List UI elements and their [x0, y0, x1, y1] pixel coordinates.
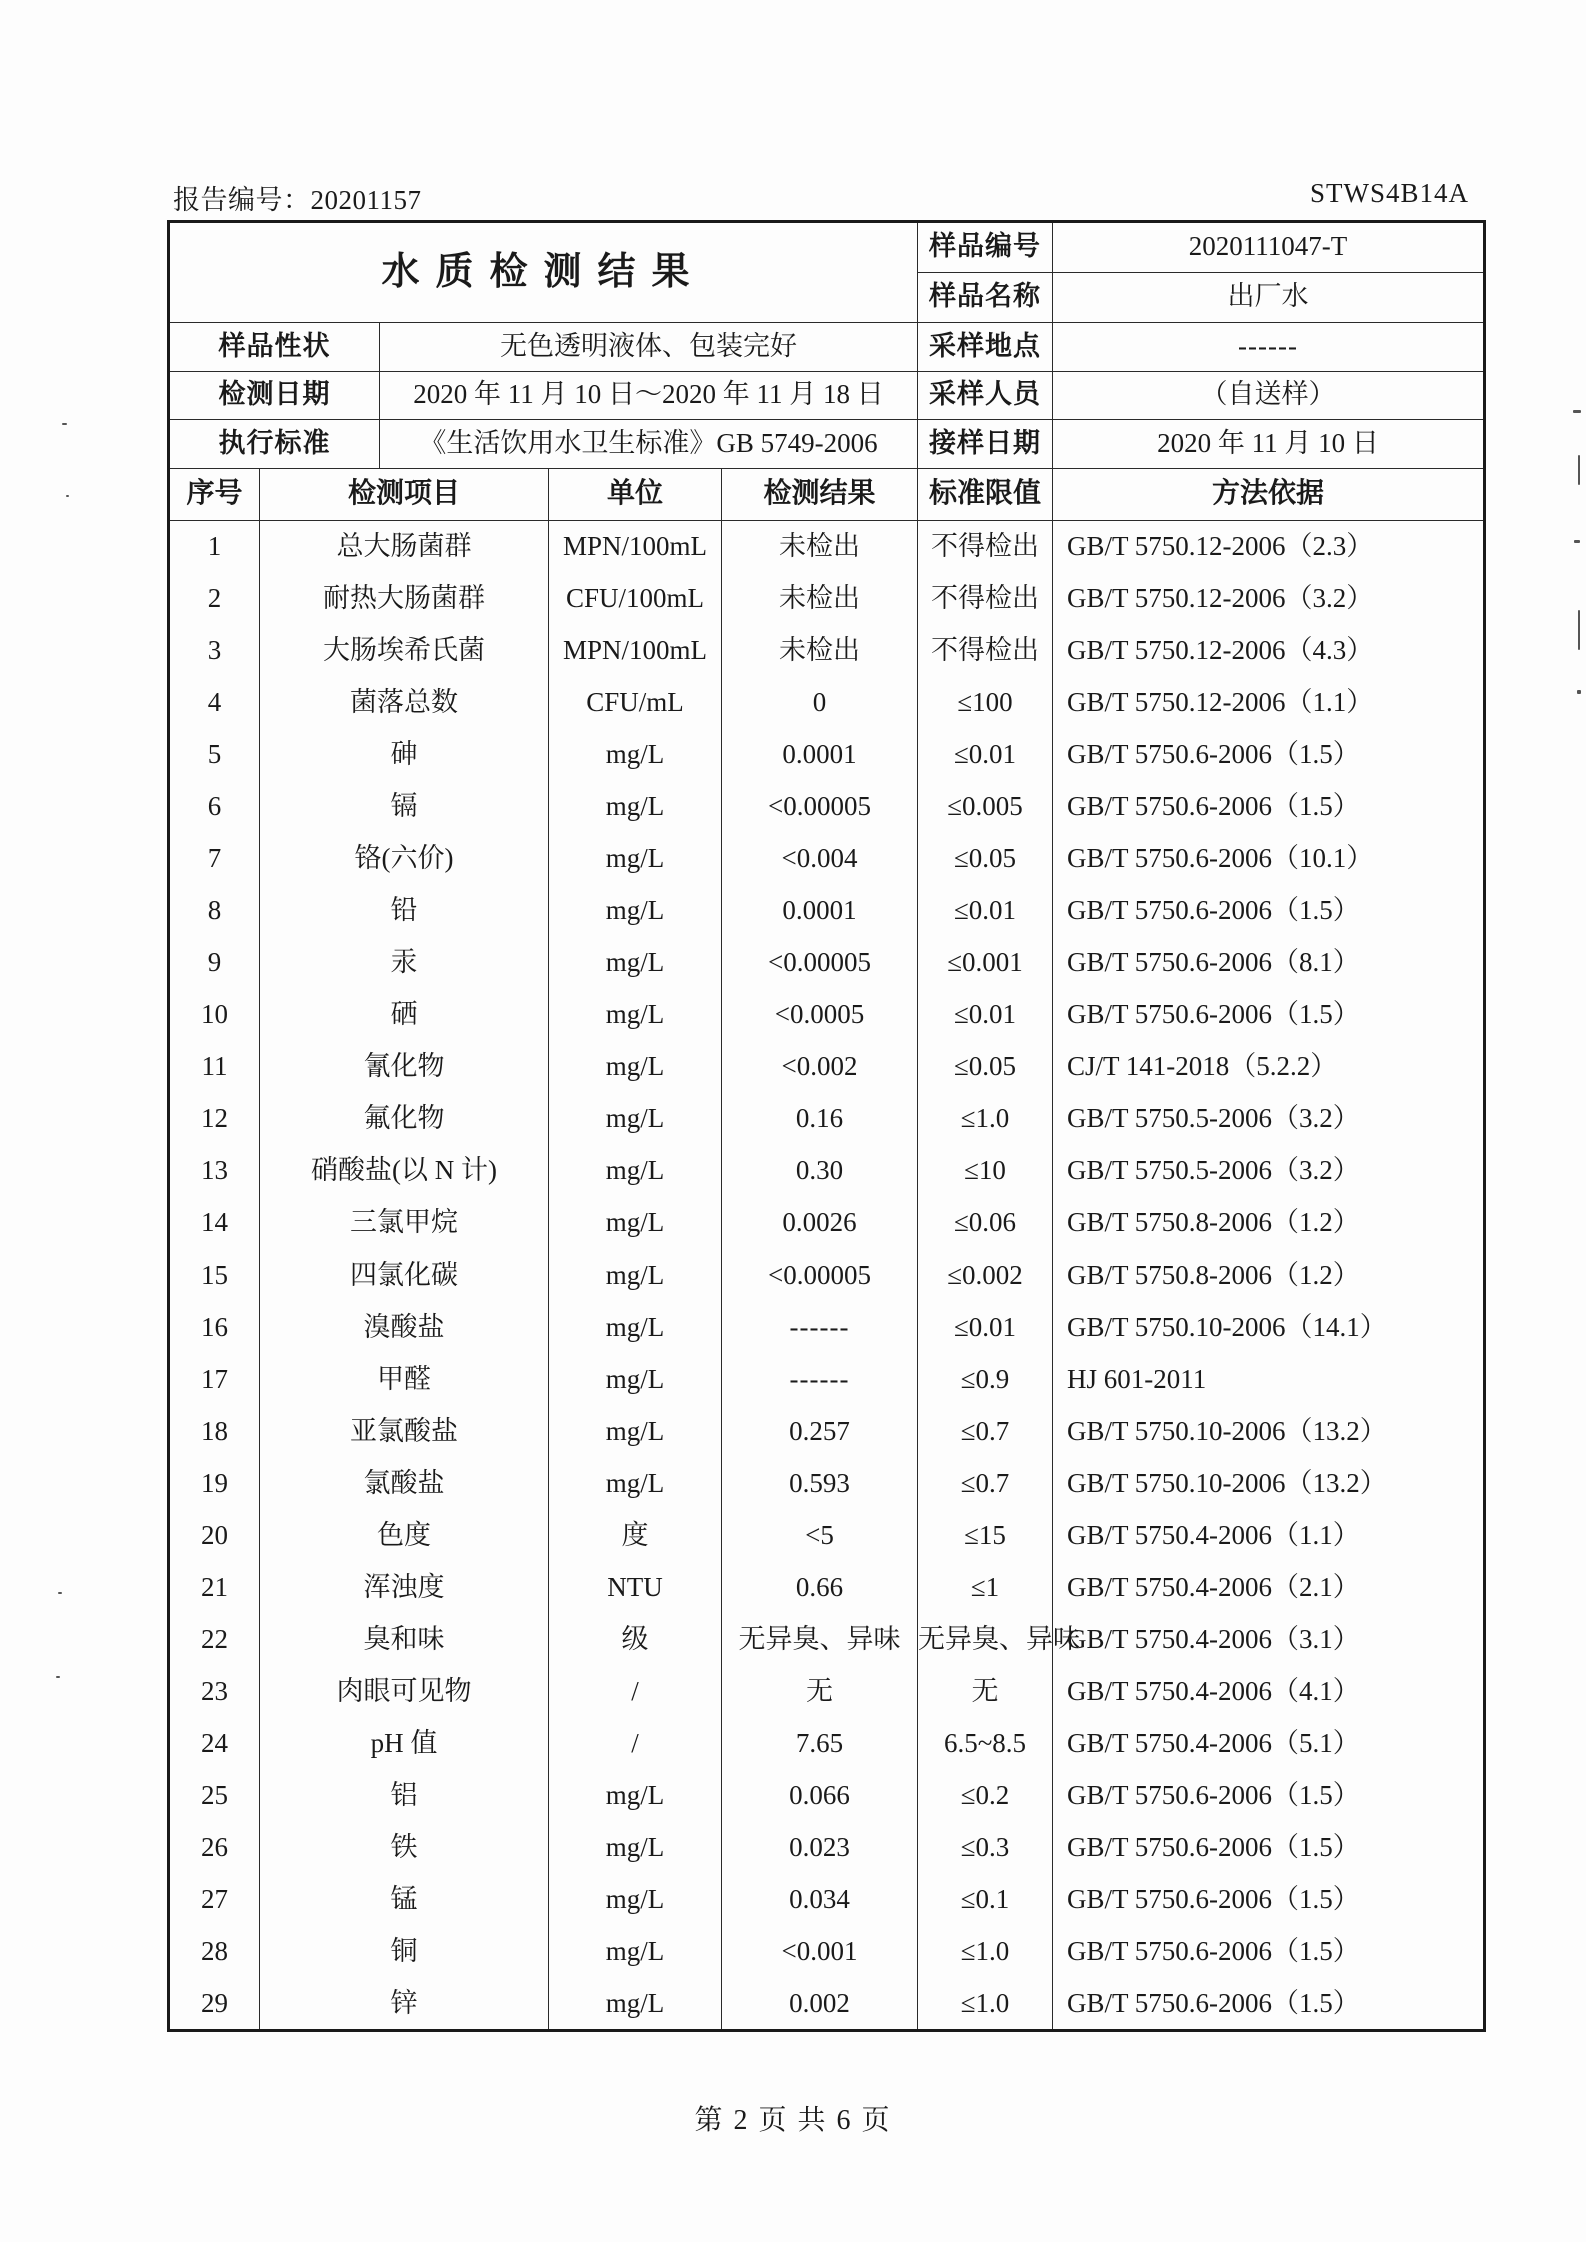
cell-item: 菌落总数: [260, 677, 549, 729]
cell-unit: 度: [549, 1510, 722, 1562]
cell-unit: mg/L: [549, 781, 722, 833]
cell-item: 大肠埃希氏菌: [260, 625, 549, 677]
cell-result: 0.30: [722, 1145, 918, 1197]
cell-no: 6: [169, 781, 260, 833]
cell-item: 砷: [260, 729, 549, 781]
cell-method: GB/T 5750.12-2006（1.1）: [1053, 677, 1485, 729]
cell-limit: 不得检出: [918, 521, 1053, 573]
table-body: [169, 222, 1485, 2031]
cell-item: 铜: [260, 1926, 549, 1978]
cell-method: GB/T 5750.6-2006（1.5）: [1053, 781, 1485, 833]
table-row: [169, 573, 1485, 625]
cell-unit: mg/L: [549, 1926, 722, 1978]
table-row: [169, 1041, 1485, 1093]
cell-result: 0.593: [722, 1458, 918, 1510]
cell-no: 15: [169, 1249, 260, 1301]
table-row: [169, 1353, 1485, 1405]
results-table: [167, 220, 1486, 2032]
cell-result: <0.00005: [722, 937, 918, 989]
cell-limit: 无异臭、异味: [918, 1614, 1053, 1666]
cell-item: 色度: [260, 1510, 549, 1562]
cell-unit: mg/L: [549, 1197, 722, 1249]
scan-mark: [1573, 410, 1581, 413]
cell-limit: ≤1.0: [918, 1926, 1053, 1978]
cell-unit: mg/L: [549, 1770, 722, 1822]
scan-mark: [58, 1592, 62, 1594]
table-row: [169, 885, 1485, 937]
cell-unit: mg/L: [549, 937, 722, 989]
sample-no-value: 2020111047-T: [1053, 222, 1485, 273]
cell-method: GB/T 5750.10-2006（13.2）: [1053, 1405, 1485, 1457]
cell-limit: ≤1.0: [918, 1093, 1053, 1145]
cell-limit: ≤0.7: [918, 1458, 1053, 1510]
cell-method: GB/T 5750.4-2006（2.1）: [1053, 1562, 1485, 1614]
cell-no: 3: [169, 625, 260, 677]
cell-item: 铬(六价): [260, 833, 549, 885]
table-row: [169, 1770, 1485, 1822]
cell-item: 锌: [260, 1978, 549, 2031]
cell-unit: /: [549, 1666, 722, 1718]
table-row: [169, 1301, 1485, 1353]
sample-name-value: 出厂水: [1053, 272, 1485, 323]
cell-method: GB/T 5750.6-2006（1.5）: [1053, 1978, 1485, 2031]
cell-unit: mg/L: [549, 1978, 722, 2031]
sampler-label: 采样人员: [918, 371, 1053, 420]
table-row: [169, 1614, 1485, 1666]
scan-mark: [66, 495, 69, 497]
cell-result: 0.023: [722, 1822, 918, 1874]
cell-no: 5: [169, 729, 260, 781]
table-row: [169, 1145, 1485, 1197]
cell-result: 0.0001: [722, 885, 918, 937]
cell-unit: mg/L: [549, 833, 722, 885]
scan-mark: [1574, 540, 1580, 543]
cell-item: 甲醛: [260, 1353, 549, 1405]
cell-item: 铅: [260, 885, 549, 937]
cell-unit: mg/L: [549, 1822, 722, 1874]
cell-result: 未检出: [722, 521, 918, 573]
sample-name-label: 样品名称: [918, 272, 1053, 323]
cell-method: GB/T 5750.12-2006（2.3）: [1053, 521, 1485, 573]
cell-method: GB/T 5750.12-2006（3.2）: [1053, 573, 1485, 625]
cell-no: 23: [169, 1666, 260, 1718]
cell-no: 17: [169, 1353, 260, 1405]
cell-unit: /: [549, 1718, 722, 1770]
cell-limit: ≤0.05: [918, 833, 1053, 885]
table-row: [169, 1718, 1485, 1770]
cell-unit: mg/L: [549, 885, 722, 937]
receive-date-label: 接样日期: [918, 420, 1053, 469]
cell-no: 7: [169, 833, 260, 885]
cell-no: 9: [169, 937, 260, 989]
table-row: [169, 833, 1485, 885]
cell-limit: ≤0.06: [918, 1197, 1053, 1249]
table-row: [169, 1666, 1485, 1718]
cell-result: 无: [722, 1666, 918, 1718]
site-value: ------: [1053, 323, 1485, 372]
cell-result: 0.257: [722, 1405, 918, 1457]
cell-limit: ≤0.002: [918, 1249, 1053, 1301]
cell-limit: ≤100: [918, 677, 1053, 729]
property-value: 无色透明液体、包装完好: [380, 323, 918, 372]
cell-item: 耐热大肠菌群: [260, 573, 549, 625]
cell-result: 无异臭、异味: [722, 1614, 918, 1666]
header-row-5: [169, 420, 1485, 469]
table-row: [169, 1510, 1485, 1562]
col-header-no: 序号: [169, 468, 260, 521]
cell-no: 4: [169, 677, 260, 729]
cell-no: 1: [169, 521, 260, 573]
table-row: [169, 1458, 1485, 1510]
cell-limit: ≤0.05: [918, 1041, 1053, 1093]
cell-no: 20: [169, 1510, 260, 1562]
cell-method: GB/T 5750.6-2006（1.5）: [1053, 1822, 1485, 1874]
cell-no: 24: [169, 1718, 260, 1770]
cell-no: 21: [169, 1562, 260, 1614]
test-date-value: 2020 年 11 月 10 日～2020 年 11 月 18 日: [380, 371, 918, 420]
scan-mark: [62, 423, 67, 425]
cell-unit: mg/L: [549, 1353, 722, 1405]
report-title: 水质检测结果: [169, 222, 918, 323]
cell-result: <0.004: [722, 833, 918, 885]
table-row: [169, 625, 1485, 677]
receive-date-value: 2020 年 11 月 10 日: [1053, 420, 1485, 469]
cell-item: 肉眼可见物: [260, 1666, 549, 1718]
cell-item: 亚氯酸盐: [260, 1405, 549, 1457]
cell-item: 铁: [260, 1822, 549, 1874]
cell-method: HJ 601-2011: [1053, 1353, 1485, 1405]
cell-no: 12: [169, 1093, 260, 1145]
cell-item: 氰化物: [260, 1041, 549, 1093]
table-row: [169, 729, 1485, 781]
table-row: [169, 937, 1485, 989]
property-label: 样品性状: [169, 323, 380, 372]
cell-unit: mg/L: [549, 1874, 722, 1926]
table-row: [169, 1249, 1485, 1301]
cell-unit: mg/L: [549, 729, 722, 781]
cell-no: 26: [169, 1822, 260, 1874]
cell-unit: mg/L: [549, 1041, 722, 1093]
sampler-value: （自送样）: [1053, 371, 1485, 420]
cell-result: <0.00005: [722, 1249, 918, 1301]
cell-method: GB/T 5750.6-2006（10.1）: [1053, 833, 1485, 885]
scan-mark: [56, 1676, 60, 1678]
table-row: [169, 1562, 1485, 1614]
col-header-limit: 标准限值: [918, 468, 1053, 521]
cell-limit: ≤0.01: [918, 729, 1053, 781]
cell-method: GB/T 5750.4-2006（3.1）: [1053, 1614, 1485, 1666]
cell-limit: ≤1: [918, 1562, 1053, 1614]
cell-no: 11: [169, 1041, 260, 1093]
cell-limit: ≤0.2: [918, 1770, 1053, 1822]
cell-no: 25: [169, 1770, 260, 1822]
cell-no: 18: [169, 1405, 260, 1457]
table-row: [169, 521, 1485, 573]
cell-limit: ≤15: [918, 1510, 1053, 1562]
header-row-3: [169, 323, 1485, 372]
cell-result: <5: [722, 1510, 918, 1562]
header-row-4: [169, 371, 1485, 420]
table-row: [169, 781, 1485, 833]
cell-limit: 不得检出: [918, 625, 1053, 677]
cell-result: 未检出: [722, 573, 918, 625]
cell-result: 0.066: [722, 1770, 918, 1822]
cell-limit: ≤0.01: [918, 989, 1053, 1041]
cell-method: GB/T 5750.12-2006（4.3）: [1053, 625, 1485, 677]
report-number: 报告编号：20201157: [173, 185, 422, 215]
cell-method: GB/T 5750.6-2006（1.5）: [1053, 885, 1485, 937]
cell-item: 三氯甲烷: [260, 1197, 549, 1249]
cell-item: 氯酸盐: [260, 1458, 549, 1510]
cell-result: <0.00005: [722, 781, 918, 833]
cell-result: <0.002: [722, 1041, 918, 1093]
cell-limit: ≤0.7: [918, 1405, 1053, 1457]
cell-item: 浑浊度: [260, 1562, 549, 1614]
cell-item: pH 值: [260, 1718, 549, 1770]
cell-method: GB/T 5750.4-2006（4.1）: [1053, 1666, 1485, 1718]
cell-unit: MPN/100mL: [549, 625, 722, 677]
cell-unit: mg/L: [549, 1405, 722, 1457]
table-row: [169, 1926, 1485, 1978]
cell-no: 13: [169, 1145, 260, 1197]
cell-no: 2: [169, 573, 260, 625]
site-label: 采样地点: [918, 323, 1053, 372]
col-header-method: 方法依据: [1053, 468, 1485, 521]
cell-method: GB/T 5750.8-2006（1.2）: [1053, 1197, 1485, 1249]
scan-mark: [1578, 610, 1580, 650]
cell-method: GB/T 5750.6-2006（1.5）: [1053, 989, 1485, 1041]
cell-unit: mg/L: [549, 989, 722, 1041]
cell-limit: ≤0.01: [918, 1301, 1053, 1353]
cell-method: CJ/T 141-2018（5.2.2）: [1053, 1041, 1485, 1093]
cell-unit: mg/L: [549, 1249, 722, 1301]
cell-limit: 无: [918, 1666, 1053, 1718]
cell-limit: ≤1.0: [918, 1978, 1053, 2031]
cell-result: ------: [722, 1301, 918, 1353]
col-header-unit: 单位: [549, 468, 722, 521]
cell-result: 未检出: [722, 625, 918, 677]
cell-method: GB/T 5750.6-2006（8.1）: [1053, 937, 1485, 989]
cell-limit: ≤0.001: [918, 937, 1053, 989]
table-row: [169, 1197, 1485, 1249]
cell-no: 16: [169, 1301, 260, 1353]
cell-method: GB/T 5750.6-2006（1.5）: [1053, 1770, 1485, 1822]
scan-mark: [1578, 455, 1580, 485]
cell-result: <0.0005: [722, 989, 918, 1041]
scan-mark: [1577, 690, 1581, 694]
cell-method: GB/T 5750.4-2006（5.1）: [1053, 1718, 1485, 1770]
cell-no: 19: [169, 1458, 260, 1510]
cell-unit: mg/L: [549, 1301, 722, 1353]
cell-result: 0.16: [722, 1093, 918, 1145]
cell-unit: mg/L: [549, 1145, 722, 1197]
cell-item: 铝: [260, 1770, 549, 1822]
table-row: [169, 989, 1485, 1041]
cell-item: 臭和味: [260, 1614, 549, 1666]
standard-value: 《生活饮用水卫生标准》GB 5749-2006: [380, 420, 918, 469]
table-row: [169, 1978, 1485, 2031]
cell-method: GB/T 5750.6-2006（1.5）: [1053, 729, 1485, 781]
cell-unit: CFU/100mL: [549, 573, 722, 625]
standard-label: 执行标准: [169, 420, 380, 469]
cell-limit: ≤0.01: [918, 885, 1053, 937]
cell-result: 0.66: [722, 1562, 918, 1614]
cell-item: 汞: [260, 937, 549, 989]
cell-result: <0.001: [722, 1926, 918, 1978]
cell-result: 0: [722, 677, 918, 729]
cell-item: 四氯化碳: [260, 1249, 549, 1301]
cell-unit: mg/L: [549, 1458, 722, 1510]
table-row: [169, 1822, 1485, 1874]
cell-unit: mg/L: [549, 1093, 722, 1145]
page-number: 第 2 页 共 6 页: [694, 2105, 892, 2136]
cell-method: GB/T 5750.8-2006（1.2）: [1053, 1249, 1485, 1301]
cell-no: 14: [169, 1197, 260, 1249]
cell-no: 27: [169, 1874, 260, 1926]
cell-method: GB/T 5750.5-2006（3.2）: [1053, 1093, 1485, 1145]
col-header-item: 检测项目: [260, 468, 549, 521]
cell-item: 总大肠菌群: [260, 521, 549, 573]
cell-method: GB/T 5750.4-2006（1.1）: [1053, 1510, 1485, 1562]
cell-result: 0.034: [722, 1874, 918, 1926]
cell-unit: NTU: [549, 1562, 722, 1614]
column-header-row: [169, 468, 1485, 521]
cell-limit: ≤0.3: [918, 1822, 1053, 1874]
cell-no: 10: [169, 989, 260, 1041]
cell-method: GB/T 5750.6-2006（1.5）: [1053, 1926, 1485, 1978]
cell-result: 0.0026: [722, 1197, 918, 1249]
cell-item: 硒: [260, 989, 549, 1041]
document-code: STWS4B14A: [1309, 178, 1469, 208]
cell-limit: 6.5~8.5: [918, 1718, 1053, 1770]
cell-item: 锰: [260, 1874, 549, 1926]
cell-no: 28: [169, 1926, 260, 1978]
cell-result: ------: [722, 1353, 918, 1405]
cell-method: GB/T 5750.6-2006（1.5）: [1053, 1874, 1485, 1926]
col-header-result: 检测结果: [722, 468, 918, 521]
test-date-label: 检测日期: [169, 371, 380, 420]
cell-result: 0.0001: [722, 729, 918, 781]
cell-limit: ≤10: [918, 1145, 1053, 1197]
cell-item: 氟化物: [260, 1093, 549, 1145]
cell-unit: CFU/mL: [549, 677, 722, 729]
cell-method: GB/T 5750.5-2006（3.2）: [1053, 1145, 1485, 1197]
cell-unit: MPN/100mL: [549, 521, 722, 573]
cell-no: 29: [169, 1978, 260, 2031]
cell-result: 0.002: [722, 1978, 918, 2031]
cell-no: 22: [169, 1614, 260, 1666]
cell-unit: 级: [549, 1614, 722, 1666]
cell-no: 8: [169, 885, 260, 937]
cell-limit: ≤0.9: [918, 1353, 1053, 1405]
sample-no-label: 样品编号: [918, 222, 1053, 273]
cell-result: 7.65: [722, 1718, 918, 1770]
cell-method: GB/T 5750.10-2006（13.2）: [1053, 1458, 1485, 1510]
table-row: [169, 1093, 1485, 1145]
cell-item: 镉: [260, 781, 549, 833]
cell-item: 硝酸盐(以 N 计): [260, 1145, 549, 1197]
cell-limit: ≤0.1: [918, 1874, 1053, 1926]
table-row: [169, 1405, 1485, 1457]
table-row: [169, 1874, 1485, 1926]
header-row-1: [169, 222, 1485, 273]
table-row: [169, 677, 1485, 729]
cell-item: 溴酸盐: [260, 1301, 549, 1353]
cell-limit: 不得检出: [918, 573, 1053, 625]
cell-limit: ≤0.005: [918, 781, 1053, 833]
cell-method: GB/T 5750.10-2006（14.1）: [1053, 1301, 1485, 1353]
